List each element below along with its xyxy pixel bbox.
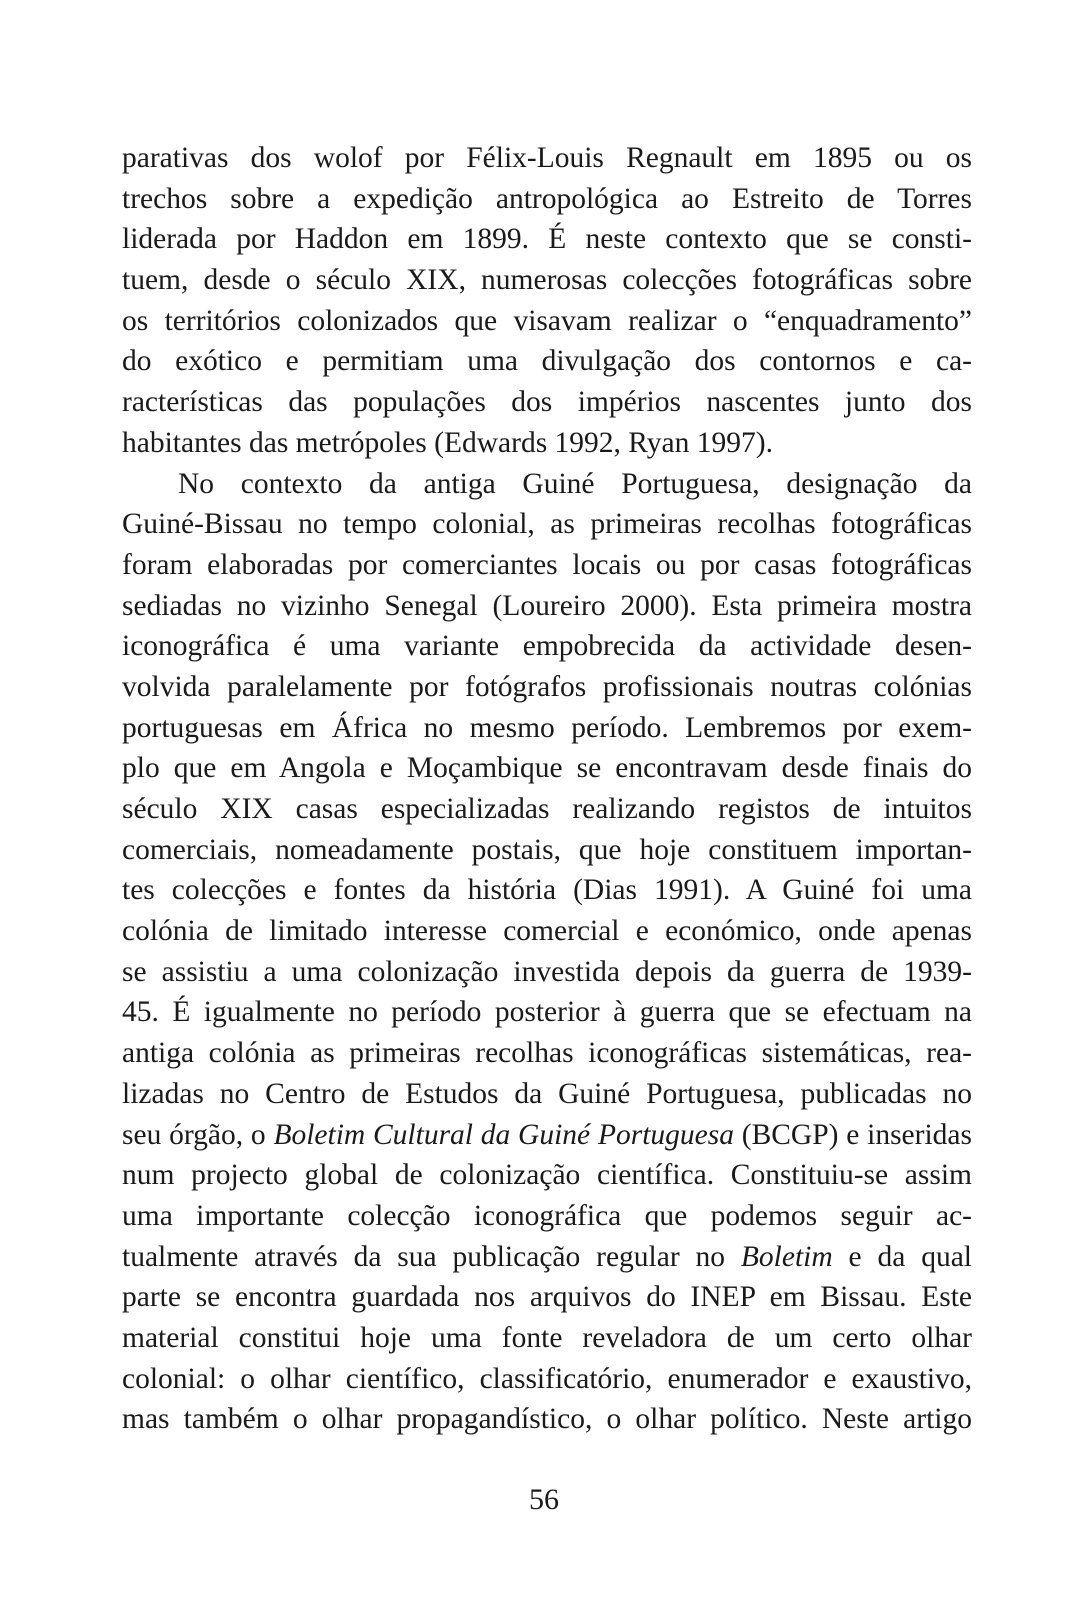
text-line	[122, 1115, 972, 1156]
text-line: antiga colónia as primeiras recolhas iconográficas sistemáticas, rea-	[122, 1037, 972, 1070]
text-line: do exótico e permitiam uma divulgação dos contornos e ca-	[122, 345, 972, 378]
text-line: comerciais, nomeadamente postais, que hoje constituem importan-	[122, 833, 972, 866]
text-segment: (BCGP) e inseridas	[733, 1118, 972, 1151]
text-line: num projecto global de colonização científica. Constituiu-se assim	[122, 1159, 972, 1192]
text-line: habitantes das metrópoles (Edwards 1992, Ryan 1997).	[122, 426, 773, 459]
text-segment: , numerosas colecções fotográficas sobre	[458, 264, 972, 297]
text-line: portuguesas em África no mesmo período. Lembremos por exem-	[122, 711, 972, 744]
text-line: mas também o olhar propagandístico, o olhar político. Neste artigo	[122, 1403, 972, 1436]
small-caps-century: XIX	[220, 793, 273, 825]
text-line: liderada por Haddon em 1899. É neste contexto que se consti-	[122, 223, 972, 256]
text-segment: tualmente através da sua publicação regular no	[122, 1240, 741, 1273]
text-line: iconográfica é uma variante empobrecida da actividade desen-	[122, 630, 972, 663]
text-line	[122, 789, 972, 830]
text-segment: casas especializadas realizando registos de intuitos	[272, 793, 972, 825]
text-line: parativas dos wolof por Félix-Louis Regnault em 1895 ou os	[122, 142, 972, 174]
text-line: tes colecções e fontes da história (Dias 1991). A Guiné foi uma	[122, 874, 972, 907]
text-line: lizadas no Centro de Estudos da Guiné Portuguesa, publicadas no	[122, 1077, 972, 1110]
text-segment: tuem, desde o século	[122, 264, 407, 297]
text-line: material constitui hoje uma fonte reveladora de um certo olhar	[122, 1321, 972, 1354]
text-line: sediadas no vizinho Senegal (Loureiro 2000). Esta primeira mostra	[122, 589, 972, 622]
text-line: Guiné-Bissau no tempo colonial, as primeiras recolhas fotográficas	[122, 508, 972, 541]
text-line: No contexto da antiga Guiné Portuguesa, designação da	[178, 467, 972, 500]
text-line: 45. É igualmente no período posterior à guerra que se efectuam na	[122, 996, 972, 1029]
journal-title-italic: Boletim	[740, 1240, 833, 1273]
text-line: racterísticas das populações dos impérios nascentes junto dos	[122, 386, 972, 419]
page-number: 56	[529, 1483, 559, 1516]
text-segment: século	[122, 793, 221, 825]
text-line	[122, 260, 972, 301]
body-text	[122, 138, 972, 1440]
text-line	[122, 1237, 972, 1278]
text-line: se assistiu a uma colonização investida depois da guerra de 1939-	[122, 955, 972, 988]
text-line: colónia de limitado interesse comercial e económico, onde apenas	[122, 915, 972, 948]
text-segment: e da qual	[832, 1240, 972, 1273]
text-line: trechos sobre a expedição antropológica ao Estreito de Torres	[122, 182, 972, 215]
paragraph	[122, 138, 972, 464]
text-segment: seu órgão, o	[122, 1118, 274, 1151]
text-line: foram elaboradas por comerciantes locais ou por casas fotográficas	[122, 548, 972, 581]
paragraph	[122, 464, 972, 1441]
text-line: colonial: o olhar científico, classificatório, enumerador e exaustivo,	[122, 1362, 972, 1395]
text-line: volvida paralelamente por fotógrafos profissionais noutras colónias	[122, 670, 972, 703]
text-line: os territórios colonizados que visavam realizar o “enquadramento”	[122, 304, 972, 337]
text-line: parte se encontra guardada nos arquivos do INEP em Bissau. Este	[122, 1281, 972, 1314]
text-line: uma importante colecção iconográfica que podemos seguir ac-	[122, 1199, 972, 1232]
text-line: plo que em Angola e Moçambique se encontravam desde finais do	[122, 752, 972, 785]
journal-title-italic: Boletim Cultural da Guiné Portuguesa	[273, 1118, 734, 1151]
small-caps-century: XIX	[406, 264, 459, 297]
